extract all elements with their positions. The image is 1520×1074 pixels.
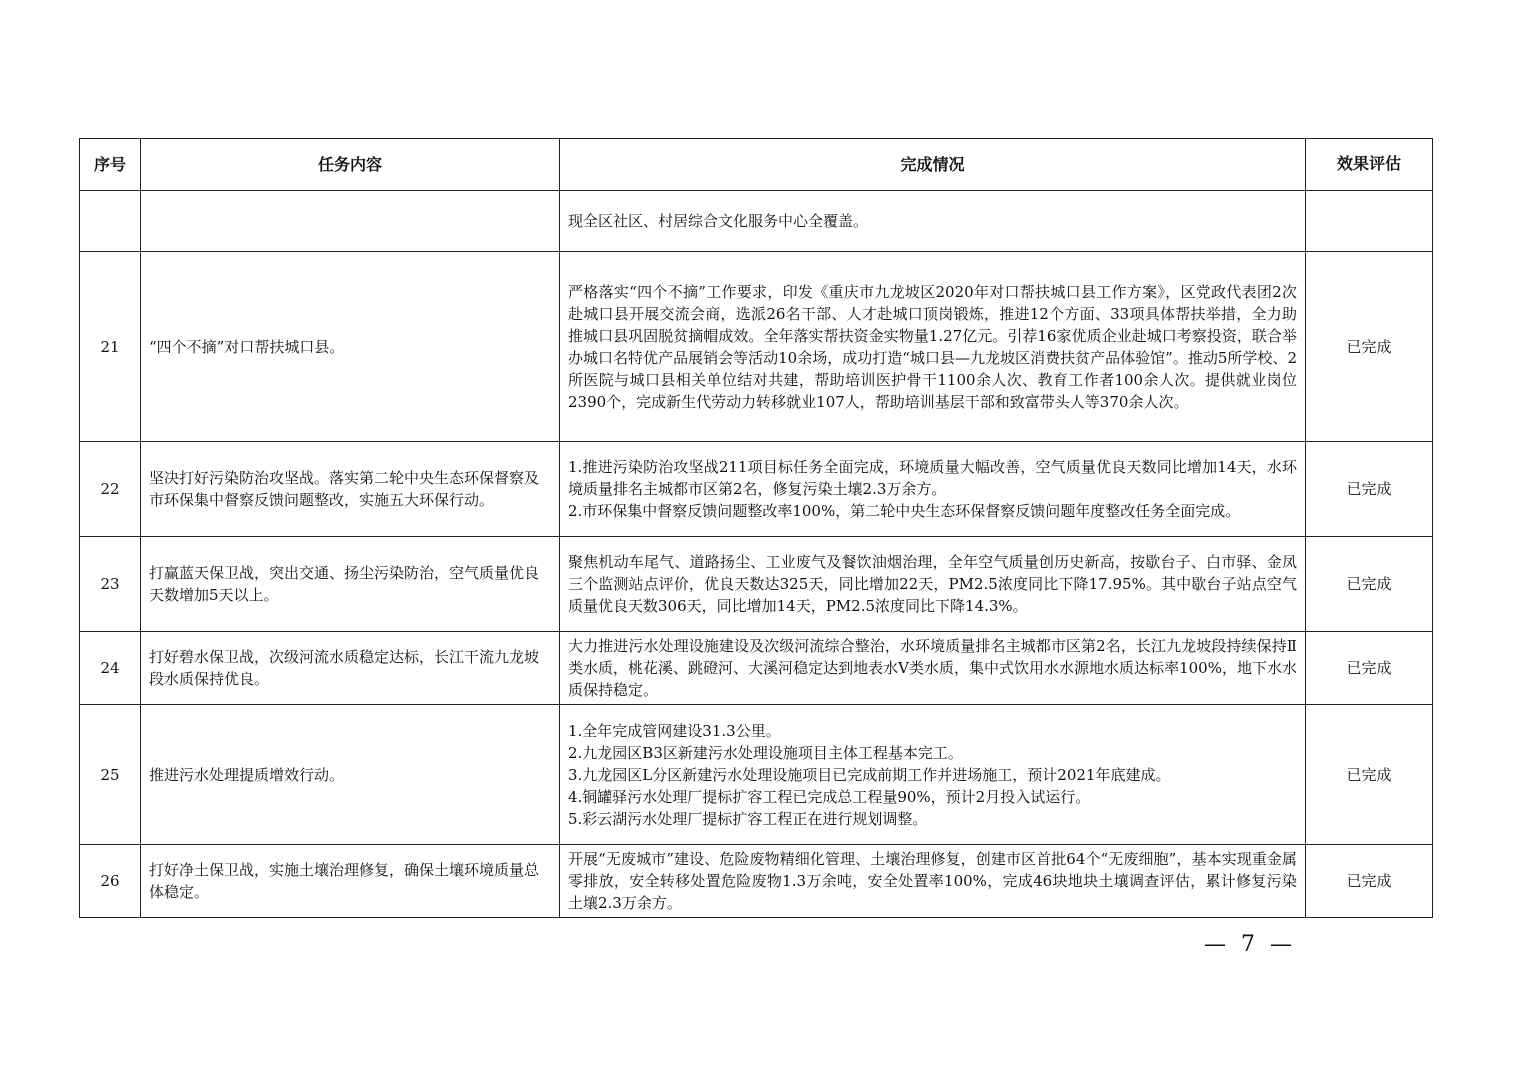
detail-line: 3.九龙园区L分区新建污水处理设施项目已完成前期工作并进场施工，预计2021年底建成。 [568,765,1171,784]
table-body [80,191,1433,918]
effect-evaluation: 已完成 [1306,632,1433,705]
task-content: 打好净土保卫战，实施土壤治理修复，确保土壤环境质量总体稳定。 [141,845,560,918]
table-row [80,442,1433,537]
detail-line: 严格落实“四个不摘”工作要求，印发《重庆市九龙坡区2020年对口帮扶城口县工作方案》，区党政代表团2次赴城口县开展交流会商，选派26名干部、人才赴城口顶岗锻炼，推进12个方面、33项具体帮扶举措，全力助推城口县巩固脱贫摘帽成效。全年落实帮扶资金实物量1.27亿元。引荐16家优质企业赴城口考察投资，联合举办城口名特优产品展销会等活动10余场，成功打造“城口县—九龙坡区消费扶贫产品体验馆”。推动5所学校、2所医院与城口县相关单位结对共建，帮助培训医护骨干1100余人次、教育工作者100余人次。提供就业岗位2390个，完成新生代劳动力转移就业107人，帮助培训基层干部和致富带头人等370余人次。 [568,282,1297,411]
table-row [80,191,1433,252]
effect-evaluation: 已完成 [1306,705,1433,845]
header-num: 序号 [80,139,141,191]
detail-line: 1.推进污染防治攻坚战211项目标任务全面完成，环境质量大幅改善，空气质量优良天数同比增加14天，水环境质量排名主城都市区第2名，修复污染土壤2.3万余方。 [568,458,1297,498]
completion-detail [560,191,1306,252]
table-header-row [80,139,1433,191]
effect-evaluation: 已完成 [1306,442,1433,537]
task-content: 推进污水处理提质增效行动。 [141,705,560,845]
row-number: 23 [80,537,141,632]
table-row [80,252,1433,442]
page-number: — 7 — [1204,932,1296,957]
completion-detail [560,705,1306,845]
row-number: 22 [80,442,141,537]
completion-detail [560,845,1306,918]
row-number: 25 [80,705,141,845]
task-content: 打赢蓝天保卫战，突出交通、扬尘污染防治，空气质量优良天数增加5天以上。 [141,537,560,632]
detail-line: 5.彩云湖污水处理厂提标扩容工程正在进行规划调整。 [568,809,928,828]
detail-line: 2.市环保集中督察反馈问题整改率100%，第二轮中央生态环保督察反馈问题年度整改任务全面完成。 [568,502,1241,520]
detail-line: 4.铜罐驿污水处理厂提标扩容工程已完成总工程量90%，预计2月投入试运行。 [568,787,1091,806]
detail-line: 现全区社区、村居综合文化服务中心全覆盖。 [568,212,869,230]
task-content: 打好碧水保卫战，次级河流水质稳定达标，长江干流九龙坡段水质保持优良。 [141,632,560,705]
effect-evaluation [1306,191,1433,252]
completion-detail [560,632,1306,705]
completion-detail [560,252,1306,442]
effect-evaluation: 已完成 [1306,537,1433,632]
row-number [80,191,141,252]
completion-detail [560,537,1306,632]
task-table [79,138,1433,918]
table-row [80,632,1433,705]
effect-evaluation: 已完成 [1306,252,1433,442]
header-eval: 效果评估 [1306,139,1433,191]
detail-line: 1.全年完成管网建设31.3公里。 [568,721,781,740]
effect-evaluation: 已完成 [1306,845,1433,918]
header-task: 任务内容 [141,139,560,191]
detail-line: 开展“无废城市”建设、危险废物精细化管理、土壤治理修复，创建市区首批64个“无废细胞”，基本实现重金属零排放，安全转移处置危险废物1.3万余吨，安全处置率100%，完成46块地块土壤调查评估，累计修复污染土壤2.3万余方。 [568,850,1297,912]
task-content: 坚决打好污染防治攻坚战。落实第二轮中央生态环保督察及市环保集中督察反馈问题整改，实施五大环保行动。 [141,442,560,537]
header-detail: 完成情况 [560,139,1306,191]
table-row [80,705,1433,845]
task-content [141,191,560,252]
row-number: 26 [80,845,141,918]
task-content: “四个不摘”对口帮扶城口县。 [141,252,560,442]
detail-line: 大力推进污水处理设施建设及次级河流综合整治，水环境质量排名主城都市区第2名，长江九龙坡段持续保持Ⅱ类水质，桃花溪、跳磴河、大溪河稳定达到地表水Ⅴ类水质，集中式饮用水水源地水质达标率100%，地下水水质保持稳定。 [568,637,1297,699]
completion-detail [560,442,1306,537]
row-number: 24 [80,632,141,705]
table-row [80,845,1433,918]
row-number: 21 [80,252,141,442]
detail-line: 聚焦机动车尾气、道路扬尘、工业废气及餐饮油烟治理，全年空气质量创历史新高，按歇台子、白市驿、金凤三个监测站点评价，优良天数达325天，同比增加22天，PM2.5浓度同比下降17.95%。其中歇台子站点空气质量优良天数306天，同比增加14天，PM2.5浓度同比下降14.3%。 [568,553,1297,615]
table-row [80,537,1433,632]
detail-line: 2.九龙园区B3区新建污水处理设施项目主体工程基本完工。 [568,743,963,762]
